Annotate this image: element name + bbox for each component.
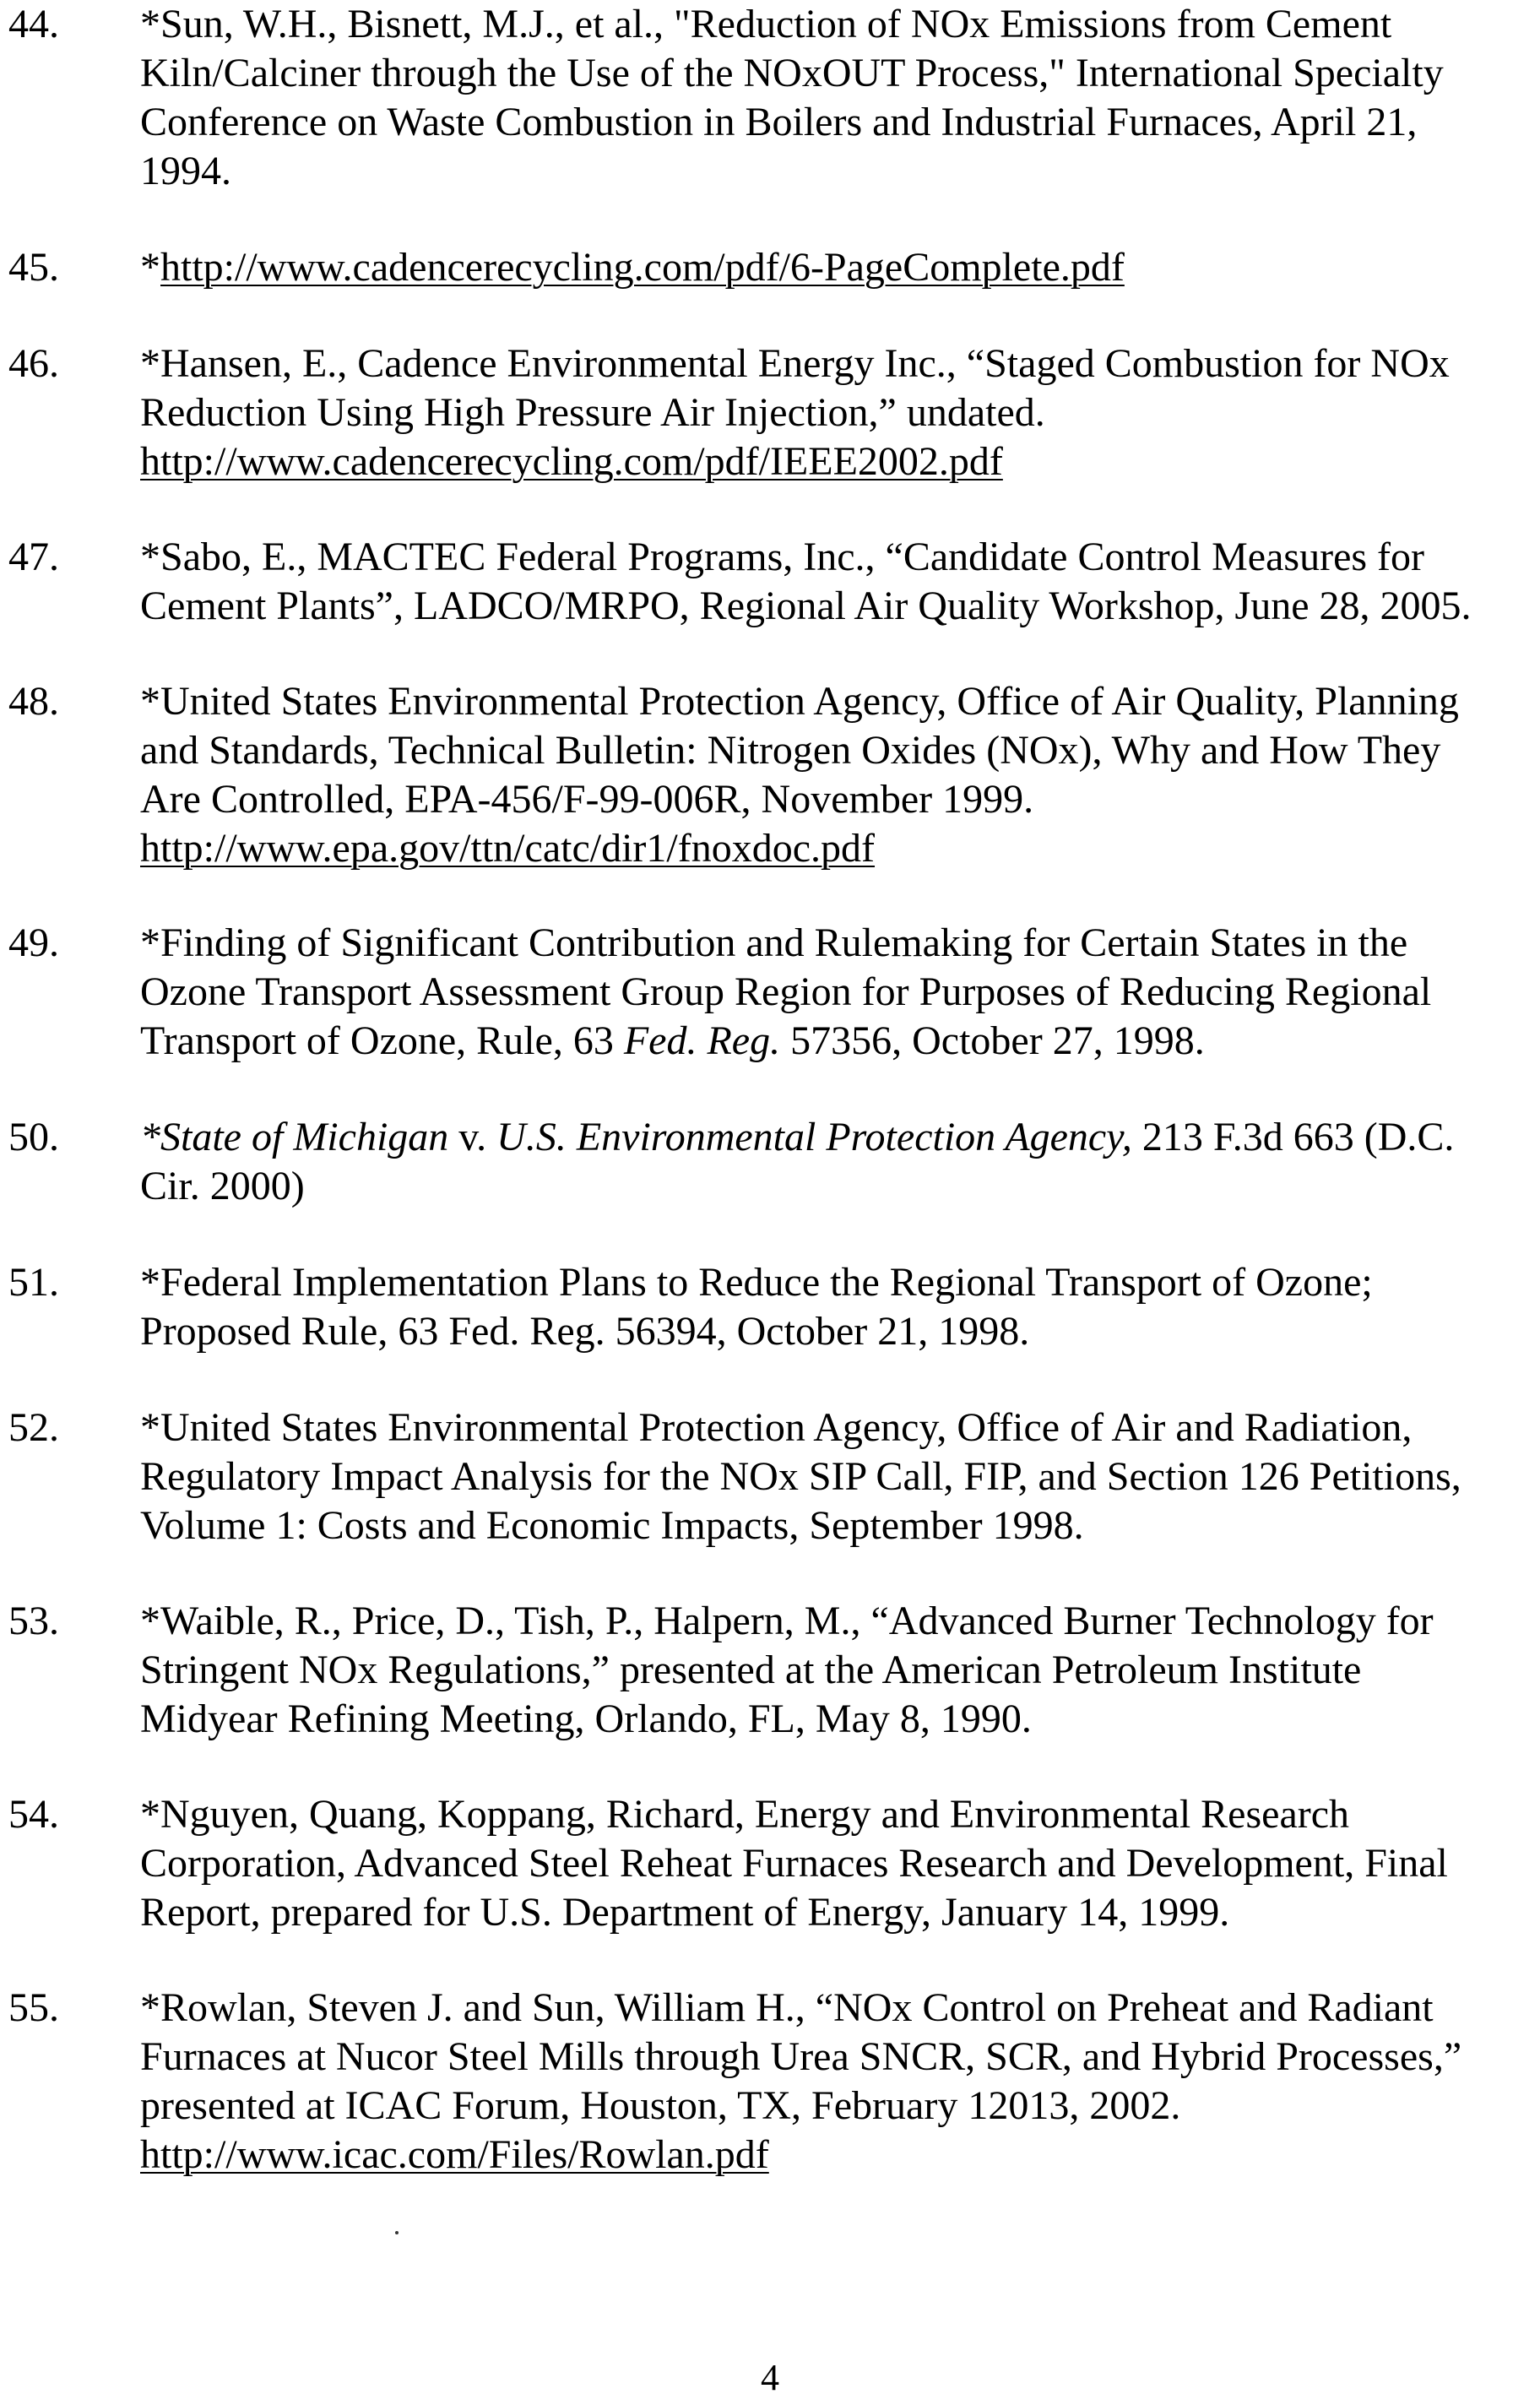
reference-line: Cir. 2000) — [140, 1164, 305, 1208]
reference-italic: U.S. Environmental Protection Agency, — [496, 1115, 1132, 1159]
reference-line: *United States Environmental Protection Agency, Office of Air Quality, Planning — [140, 679, 1459, 724]
reference-line: Are Controlled, EPA-456/F-99-006R, November 1999. — [140, 777, 1034, 822]
reference-number: 51. — [8, 1260, 59, 1305]
reference-line: *Finding of Significant Contribution and Rulemaking for Certain States in the — [140, 920, 1408, 965]
reference-number: 52. — [8, 1405, 59, 1450]
scan-speck — [395, 2231, 399, 2234]
reference-line: presented at ICAC Forum, Houston, TX, February 12013, 2002. — [140, 2083, 1181, 2128]
reference-line — [140, 2131, 1533, 2180]
reference-line: *Sun, W.H., Bisnett, M.J., et al., "Reduction of NOx Emissions from Cement — [140, 2, 1392, 46]
reference-line: *Waible, R., Price, D., Tish, P., Halpern, M., “Advanced Burner Technology for — [140, 1599, 1434, 1643]
reference-line — [140, 1113, 1533, 1162]
reference-text — [140, 1597, 1533, 1744]
reference-link[interactable]: http://www.epa.gov/ttn/catc/dir1/fnoxdoc.pdf — [140, 826, 876, 871]
reference-line: Regulatory Impact Analysis for the NOx SIP Call, FIP, and Section 126 Petitions, — [140, 1454, 1461, 1499]
reference-line: *Sabo, E., MACTEC Federal Programs, Inc., “Candidate Control Measures for — [140, 535, 1425, 579]
reference-line: Cement Plants”, LADCO/MRPO, Regional Air Quality Workshop, June 28, 2005. — [140, 584, 1472, 628]
reference-text — [140, 1258, 1533, 1356]
reference-text — [140, 1113, 1533, 1211]
reference-text — [140, 243, 1533, 292]
reference-line-part: 57356, October 27, 1998. — [780, 1018, 1205, 1063]
reference-number: 44. — [8, 2, 59, 46]
reference-line: Volume 1: Costs and Economic Impacts, September 1998. — [140, 1503, 1084, 1548]
reference-text — [140, 919, 1533, 1066]
reference-line: 1994. — [140, 149, 231, 193]
reference-number: 53. — [8, 1599, 59, 1643]
reference-line: Kiln/Calciner through the Use of the NOxOUT Process," International Specialty — [140, 51, 1444, 95]
reference-line: Report, prepared for U.S. Department of Energy, January 14, 1999. — [140, 1890, 1230, 1935]
reference-text — [140, 1403, 1533, 1550]
reference-text — [140, 533, 1533, 631]
reference-text — [140, 339, 1533, 486]
asterisk-marker: * — [140, 1115, 160, 1159]
reference-line — [140, 437, 1533, 486]
reference-number: 54. — [8, 1792, 59, 1837]
reference-line: Ozone Transport Assessment Group Region for Purposes of Reducing Regional — [140, 969, 1432, 1014]
reference-line: Midyear Refining Meeting, Orlando, FL, May 8, 1990. — [140, 1697, 1032, 1741]
reference-line-part: 213 F.3d 663 (D.C. — [1131, 1115, 1455, 1159]
reference-text — [140, 1984, 1533, 2180]
reference-number: 46. — [8, 341, 59, 386]
reference-number: 55. — [8, 1985, 59, 2030]
reference-line: *Federal Implementation Plans to Reduce the Regional Transport of Ozone; — [140, 1260, 1373, 1305]
reference-number: 47. — [8, 535, 59, 579]
reference-line: *Rowlan, Steven J. and Sun, William H., “NOx Control on Preheat and Radiant — [140, 1985, 1434, 2030]
reference-text — [140, 1790, 1533, 1937]
reference-line: *Nguyen, Quang, Koppang, Richard, Energy and Environmental Research — [140, 1792, 1350, 1837]
reference-link[interactable]: http://www.cadencerecycling.com/pdf/IEEE2002.pdf — [140, 439, 1003, 484]
reference-text — [140, 0, 1533, 196]
reference-line: and Standards, Technical Bulletin: Nitrogen Oxides (NOx), Why and How They — [140, 728, 1441, 773]
reference-line: Stringent NOx Regulations,” presented at the American Petroleum Institute — [140, 1648, 1362, 1692]
reference-number: 50. — [8, 1115, 59, 1159]
reference-italic: State of Michigan — [160, 1115, 449, 1159]
reference-number: 45. — [8, 245, 59, 290]
reference-number: 49. — [8, 920, 59, 965]
reference-line — [140, 824, 1533, 873]
reference-line — [140, 1017, 1533, 1066]
reference-line: *Hansen, E., Cadence Environmental Energy Inc., “Staged Combustion for NOx — [140, 341, 1450, 386]
reference-line: Corporation, Advanced Steel Reheat Furnaces Research and Development, Final — [140, 1841, 1448, 1886]
reference-link[interactable]: http://www.icac.com/Files/Rowlan.pdf — [140, 2132, 769, 2177]
reference-line: *United States Environmental Protection Agency, Office of Air and Radiation, — [140, 1405, 1413, 1450]
reference-line: Proposed Rule, 63 Fed. Reg. 56394, October 21, 1998. — [140, 1309, 1030, 1354]
reference-number: 48. — [8, 679, 59, 724]
page-number: 4 — [761, 2357, 779, 2398]
reference-line — [140, 243, 1533, 292]
asterisk-marker: * — [140, 245, 160, 290]
reference-line-part: v. — [448, 1115, 497, 1159]
reference-line-part: Transport of Ozone, Rule, 63 — [140, 1018, 624, 1063]
reference-link[interactable]: http://www.cadencerecycling.com/pdf/6-PageComplete.pdf — [160, 245, 1125, 290]
reference-line: Furnaces at Nucor Steel Mills through Urea SNCR, SCR, and Hybrid Processes,” — [140, 2034, 1462, 2079]
reference-italic: Fed. Reg. — [623, 1018, 781, 1063]
reference-line: Reduction Using High Pressure Air Injection,” undated. — [140, 390, 1045, 435]
reference-line: Conference on Waste Combustion in Boilers and Industrial Furnaces, April 21, — [140, 100, 1418, 144]
reference-text — [140, 677, 1533, 873]
